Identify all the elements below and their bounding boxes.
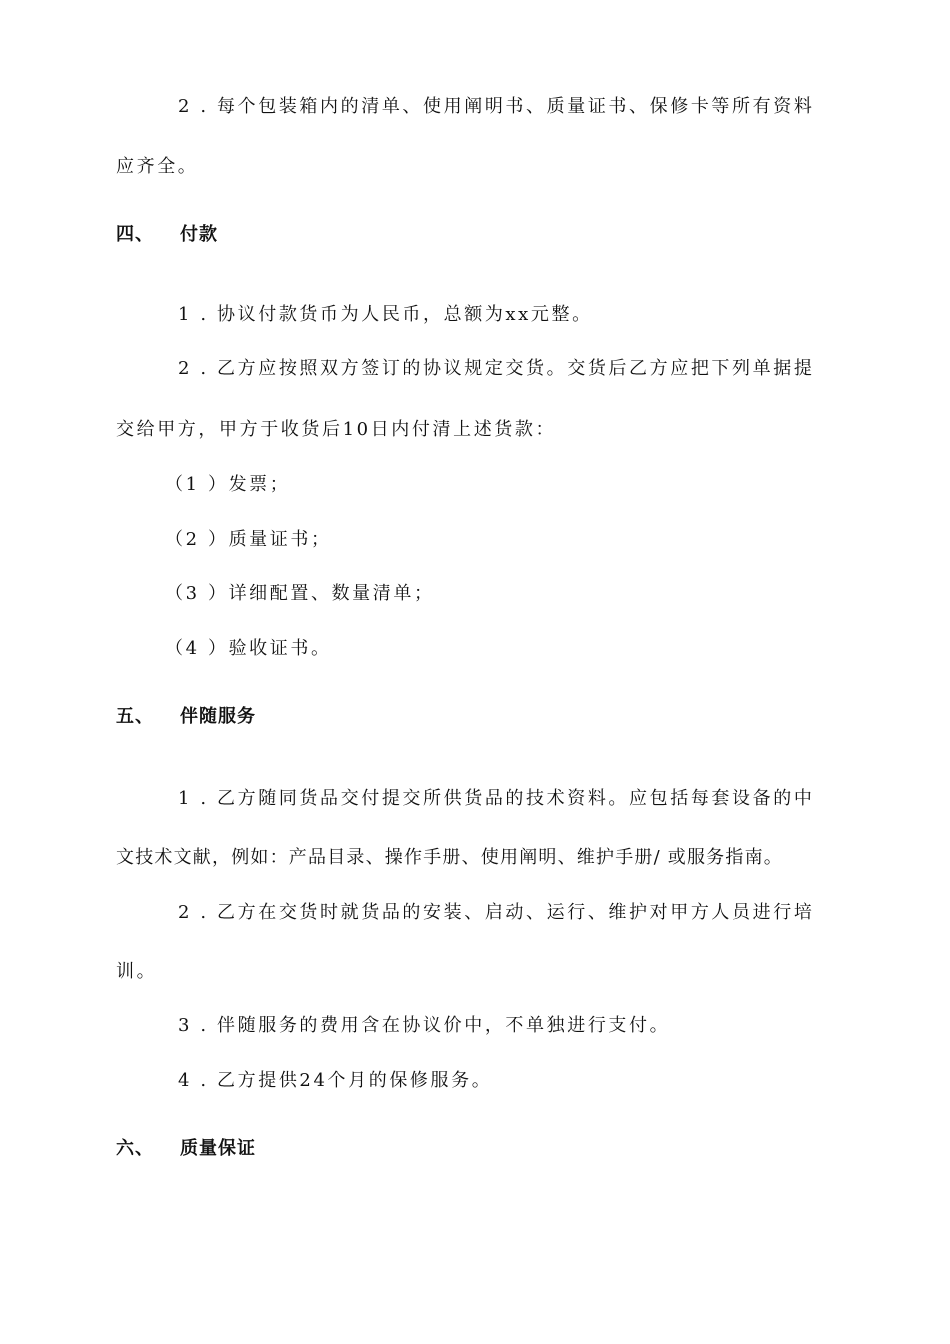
section-title: 质量保证 bbox=[180, 1138, 256, 1159]
list-item: （1 ）发票； bbox=[165, 474, 291, 495]
paragraph-line: 交给甲方，甲方于收货后10日内付清上述货款： bbox=[116, 419, 557, 440]
list-item: （2 ）质量证书； bbox=[165, 529, 332, 550]
list-item: （4 ）验收证书。 bbox=[165, 638, 332, 659]
section-title: 付款 bbox=[180, 224, 218, 245]
paragraph-line: 4 . 乙方提供24个月的保修服务。 bbox=[178, 1070, 493, 1091]
section-heading-quality bbox=[116, 1137, 256, 1161]
paragraph-line: 1 . 协议付款货币为人民币，总额为xx元整。 bbox=[178, 304, 593, 325]
paragraph-line: 2 . 每个包装箱内的清单、使用阐明书、质量证书、保修卡等所有资料 bbox=[178, 96, 815, 117]
section-number: 五、 bbox=[116, 706, 154, 727]
section-number: 六、 bbox=[116, 1138, 154, 1159]
section-number: 四、 bbox=[116, 224, 154, 245]
paragraph-line: 训。 bbox=[116, 961, 158, 982]
paragraph-line: 1 . 乙方随同货品交付提交所供货品的技术资料。应包括每套设备的中 bbox=[178, 788, 815, 809]
paragraph-line: 3 . 伴随服务的费用含在协议价中，不单独进行支付。 bbox=[178, 1015, 671, 1036]
paragraph-line: 应齐全。 bbox=[116, 156, 199, 177]
list-item: （3 ）详细配置、数量清单； bbox=[165, 583, 435, 604]
section-heading-services bbox=[116, 705, 256, 729]
section-title: 伴随服务 bbox=[180, 706, 256, 727]
paragraph-line: 2 . 乙方在交货时就货品的安装、启动、运行、维护对甲方人员进行培 bbox=[178, 902, 815, 923]
section-heading-payment bbox=[116, 223, 218, 247]
paragraph-line: 2 . 乙方应按照双方签订的协议规定交货。交货后乙方应把下列单据提 bbox=[178, 358, 815, 379]
paragraph-line: 文技术文献，例如：产品目录、操作手册、使用阐明、维护手册/ 或服务指南。 bbox=[116, 847, 783, 868]
